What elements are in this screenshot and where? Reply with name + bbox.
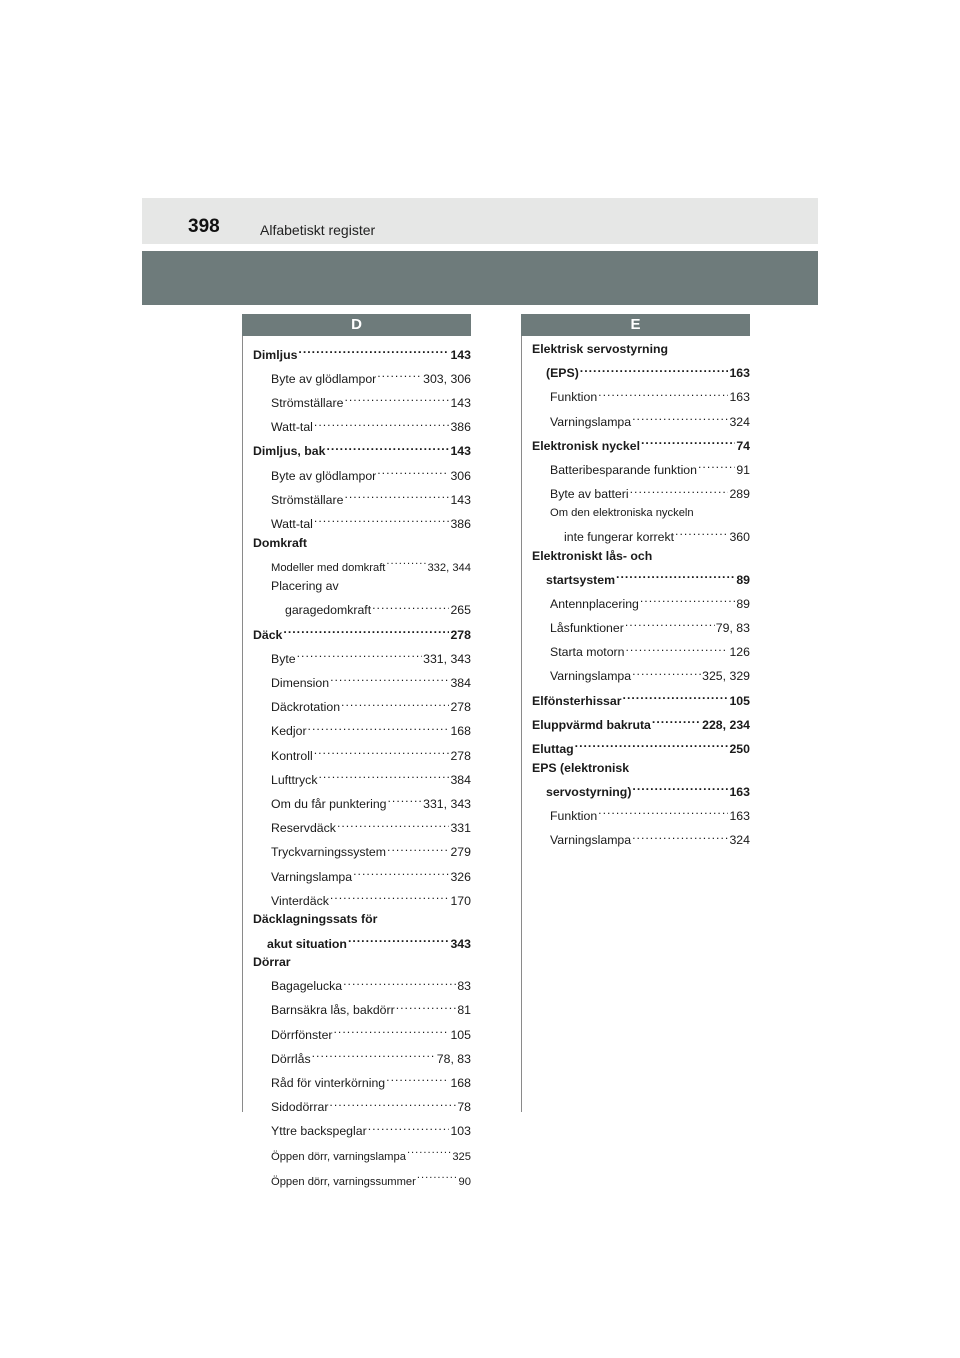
index-term: Öppen dörr, varningssummer <box>271 1175 416 1188</box>
index-term: Starta motorn <box>550 645 625 660</box>
index-entry <box>253 953 471 972</box>
dot-leader <box>368 1117 450 1136</box>
dot-leader <box>386 552 426 571</box>
page-reference: 278 <box>450 627 471 642</box>
index-entry <box>253 620 471 644</box>
index-entry <box>253 972 471 996</box>
page-reference: 143 <box>450 492 471 507</box>
index-term: Yttre backspeglar <box>271 1124 367 1139</box>
index-entry <box>253 910 471 929</box>
page-reference: 78 <box>457 1100 471 1115</box>
dot-leader <box>330 886 450 905</box>
dot-leader <box>387 838 449 857</box>
index-term: Däcklagningssats för <box>253 912 378 927</box>
index-term: Elektrisk servostyrning <box>532 342 669 356</box>
index-entry <box>253 577 471 596</box>
index-term: inte fungerar korrekt <box>564 529 675 544</box>
dot-leader <box>337 814 450 833</box>
page-reference: 89 <box>736 572 750 587</box>
index-entry <box>253 1141 471 1166</box>
index-entry <box>253 668 471 692</box>
page-reference: 143 <box>450 347 471 362</box>
page-reference: 325, 329 <box>702 669 750 684</box>
header-band <box>142 198 818 244</box>
index-entry <box>532 565 750 589</box>
page-reference: 325 <box>452 1150 471 1163</box>
index-term: startsystem <box>546 572 616 587</box>
index-term: Däck <box>253 627 283 642</box>
dot-leader <box>396 996 457 1015</box>
index-entry <box>253 644 471 668</box>
dot-leader <box>698 455 735 474</box>
dot-leader <box>623 686 729 705</box>
index-entry <box>532 759 750 778</box>
index-term: Watt-tal <box>271 420 313 435</box>
page-reference: 289 <box>729 487 750 502</box>
index-entry <box>532 589 750 613</box>
index-entry <box>532 777 750 801</box>
index-term: Byte av batteri <box>550 487 629 502</box>
index-entry <box>253 717 471 741</box>
index-entry <box>253 693 471 717</box>
dot-leader <box>283 620 449 639</box>
letter-heading-d: D <box>242 314 471 336</box>
page-reference: 163 <box>729 808 750 823</box>
page-reference: 228, 234 <box>702 717 750 732</box>
index-entry <box>253 534 471 553</box>
dot-leader <box>341 693 449 712</box>
section-title: Alfabetiskt register <box>260 222 376 238</box>
index-term: Kontroll <box>271 748 313 763</box>
index-entry <box>253 789 471 813</box>
index-column-e <box>532 340 750 850</box>
dot-leader <box>630 480 729 499</box>
dot-leader <box>314 741 450 760</box>
index-column-d <box>253 340 471 1191</box>
index-term: Strömställare <box>271 395 344 410</box>
index-entry <box>253 1117 471 1141</box>
page-reference: 306 <box>450 468 471 483</box>
index-term: Elektronisk nyckel <box>532 438 640 453</box>
index-term: Sidodörrar <box>271 1100 329 1115</box>
page-reference: 163 <box>729 366 750 381</box>
index-term: Modeller med domkraft <box>271 561 386 574</box>
index-term: Byte av glödlampor <box>271 468 377 483</box>
page-reference: 360 <box>729 529 750 544</box>
page-reference: 78, 83 <box>436 1051 471 1066</box>
index-term: Vinterdäck <box>271 893 329 908</box>
dot-leader <box>386 1068 449 1087</box>
dot-leader <box>318 765 449 784</box>
index-term: Watt-tal <box>271 516 313 531</box>
index-term: Dörrlås <box>271 1051 311 1066</box>
index-term: Dimension <box>271 676 330 691</box>
dot-leader <box>377 364 422 383</box>
page-reference: 324 <box>729 833 750 848</box>
dot-leader <box>407 1141 451 1160</box>
index-term: Placering av <box>271 579 339 594</box>
dot-leader <box>377 461 449 480</box>
dot-leader <box>297 644 423 663</box>
index-entry <box>253 364 471 388</box>
page-reference: 126 <box>729 645 750 660</box>
index-term: Bagagelucka <box>271 979 343 994</box>
page-reference: 143 <box>450 444 471 459</box>
index-term: Kedjor <box>271 724 307 739</box>
index-entry <box>253 929 471 953</box>
index-entry <box>532 826 750 850</box>
page-reference: 170 <box>450 893 471 908</box>
column-divider-left <box>242 336 243 1112</box>
index-entry <box>253 461 471 485</box>
index-entry <box>253 741 471 765</box>
index-term: Varningslampa <box>550 414 632 429</box>
index-entry <box>532 613 750 637</box>
dot-leader <box>652 710 701 729</box>
dot-leader <box>675 522 728 541</box>
dot-leader <box>580 359 729 378</box>
index-term: Barnsäkra lås, bakdörr <box>271 1003 395 1018</box>
dot-leader <box>314 509 450 528</box>
page-reference: 332, 344 <box>427 561 471 574</box>
index-term: Dimljus, bak <box>253 444 326 459</box>
index-term: Eluppvärmd bakruta <box>532 717 651 732</box>
page-reference: 278 <box>450 748 471 763</box>
page-reference: 79, 83 <box>715 621 750 636</box>
index-term: akut situation <box>267 936 347 951</box>
index-entry <box>253 596 471 620</box>
index-term: Lufttryck <box>271 772 318 787</box>
page-reference: 250 <box>729 742 750 756</box>
index-term: Byte <box>271 651 296 666</box>
page-reference: 90 <box>458 1175 471 1188</box>
dot-leader <box>625 613 715 632</box>
page-reference: 265 <box>450 603 471 618</box>
index-term: Funktion <box>550 390 598 405</box>
index-term: Tryckvarningssystem <box>271 845 387 860</box>
page-number: 398 <box>188 216 220 237</box>
page-reference: 105 <box>729 693 750 708</box>
dot-leader <box>598 801 728 820</box>
page-reference: 74 <box>736 438 750 453</box>
index-entry <box>532 431 750 455</box>
index-term: Strömställare <box>271 492 344 507</box>
dot-leader <box>298 340 449 359</box>
index-term: Öppen dörr, varningslampa <box>271 1150 406 1163</box>
dot-leader <box>632 662 701 681</box>
index-term: Elektroniskt lås- och <box>532 548 653 563</box>
dot-leader <box>632 826 728 845</box>
page-reference: 303, 306 <box>423 371 471 386</box>
dot-leader <box>353 862 449 881</box>
page-reference: 81 <box>457 1003 471 1018</box>
index-term: Låsfunktioner <box>550 621 624 636</box>
dot-leader <box>312 1044 436 1063</box>
index-term: Eluttag <box>532 742 574 756</box>
page-reference: 331 <box>450 821 471 836</box>
page-reference: 279 <box>450 845 471 860</box>
page-reference: 83 <box>457 979 471 994</box>
index-entry <box>253 485 471 509</box>
index-term: EPS (elektronisk <box>532 760 630 775</box>
dot-leader <box>308 717 450 736</box>
index-term: Batteribesparande funktion <box>550 462 697 477</box>
dot-leader <box>632 777 728 796</box>
index-entry <box>253 838 471 862</box>
dot-leader <box>372 596 449 615</box>
dot-leader <box>344 485 449 504</box>
index-entry <box>253 388 471 412</box>
index-entry <box>253 1044 471 1068</box>
index-term: Elfönsterhissar <box>532 693 622 708</box>
index-entry <box>532 407 750 431</box>
index-entry <box>253 1068 471 1092</box>
index-term: Byte av glödlampor <box>271 371 377 386</box>
page-reference: 168 <box>450 724 471 739</box>
page-reference: 386 <box>450 420 471 435</box>
dot-leader <box>641 431 735 450</box>
index-term: garagedomkraft <box>285 603 372 618</box>
page-reference: 91 <box>736 462 750 477</box>
index-entry <box>253 765 471 789</box>
index-term: Dörrar <box>253 955 291 970</box>
dot-leader <box>616 565 735 584</box>
page-reference: 89 <box>736 596 750 611</box>
letter-heading-e: E <box>521 314 750 336</box>
dot-leader <box>330 668 449 687</box>
index-entry <box>253 1020 471 1044</box>
index-entry <box>253 552 471 577</box>
index-entry <box>532 547 750 566</box>
index-entry <box>253 413 471 437</box>
index-entry <box>253 886 471 910</box>
index-entry <box>532 801 750 825</box>
dot-leader <box>314 413 450 432</box>
dot-leader <box>640 589 735 608</box>
index-term: Varningslampa <box>550 833 632 848</box>
dot-leader <box>626 638 729 657</box>
dot-leader <box>348 929 450 948</box>
index-entry <box>253 1166 471 1191</box>
index-entry <box>532 340 750 359</box>
index-term: Om den elektroniska nyckeln <box>550 506 694 519</box>
dot-leader <box>343 972 456 991</box>
index-entry <box>253 437 471 461</box>
page-reference: 163 <box>729 390 750 405</box>
index-entry <box>253 1093 471 1117</box>
page-reference: 143 <box>450 395 471 410</box>
index-entry <box>532 522 750 546</box>
index-entry <box>532 662 750 686</box>
page-reference: 331, 343 <box>423 796 471 811</box>
index-entry <box>253 814 471 838</box>
index-entry <box>253 996 471 1020</box>
index-entry <box>532 638 750 662</box>
index-term: servostyrning) <box>546 784 632 799</box>
page-reference: 331, 343 <box>423 651 471 666</box>
page-reference: 324 <box>729 414 750 429</box>
index-term: Råd för vinterkörning <box>271 1076 386 1091</box>
dot-leader <box>632 407 728 426</box>
column-divider-right <box>521 336 522 1112</box>
index-term: Om du får punktering <box>271 796 387 811</box>
dot-leader <box>334 1020 450 1039</box>
dot-leader <box>326 437 449 456</box>
page-reference: 384 <box>450 772 471 787</box>
index-term: Varningslampa <box>550 669 632 684</box>
index-entry <box>253 340 471 364</box>
index-entry <box>532 455 750 479</box>
index-entry <box>532 710 750 734</box>
header-dark-band <box>142 251 818 305</box>
index-term: Domkraft <box>253 535 307 550</box>
index-term: Dörrfönster <box>271 1027 333 1042</box>
page-reference: 103 <box>450 1124 471 1139</box>
index-term: Reservdäck <box>271 821 336 836</box>
index-entry <box>532 480 750 504</box>
index-entry <box>532 734 750 758</box>
index-term: Dimljus <box>253 347 298 362</box>
page-reference: 343 <box>450 936 471 951</box>
index-entry <box>532 686 750 710</box>
page-reference: 278 <box>450 700 471 715</box>
index-term: (EPS) <box>546 366 579 381</box>
page-reference: 168 <box>450 1076 471 1091</box>
page-reference: 386 <box>450 516 471 531</box>
index-term: Funktion <box>550 808 598 823</box>
index-entry <box>532 504 750 523</box>
index-entry <box>532 383 750 407</box>
index-term: Däckrotation <box>271 700 341 715</box>
dot-leader <box>598 383 728 402</box>
dot-leader <box>344 388 449 407</box>
dot-leader <box>575 734 729 753</box>
page-reference: 326 <box>450 869 471 884</box>
dot-leader <box>329 1093 456 1112</box>
dot-leader <box>388 789 423 808</box>
page-reference: 163 <box>729 784 750 799</box>
index-entry <box>532 359 750 383</box>
page-reference: 384 <box>450 676 471 691</box>
dot-leader <box>417 1166 458 1185</box>
index-entry <box>253 509 471 533</box>
index-entry <box>253 862 471 886</box>
page-reference: 105 <box>450 1027 471 1042</box>
index-term: Antennplacering <box>550 596 639 611</box>
index-term: Varningslampa <box>271 869 353 884</box>
